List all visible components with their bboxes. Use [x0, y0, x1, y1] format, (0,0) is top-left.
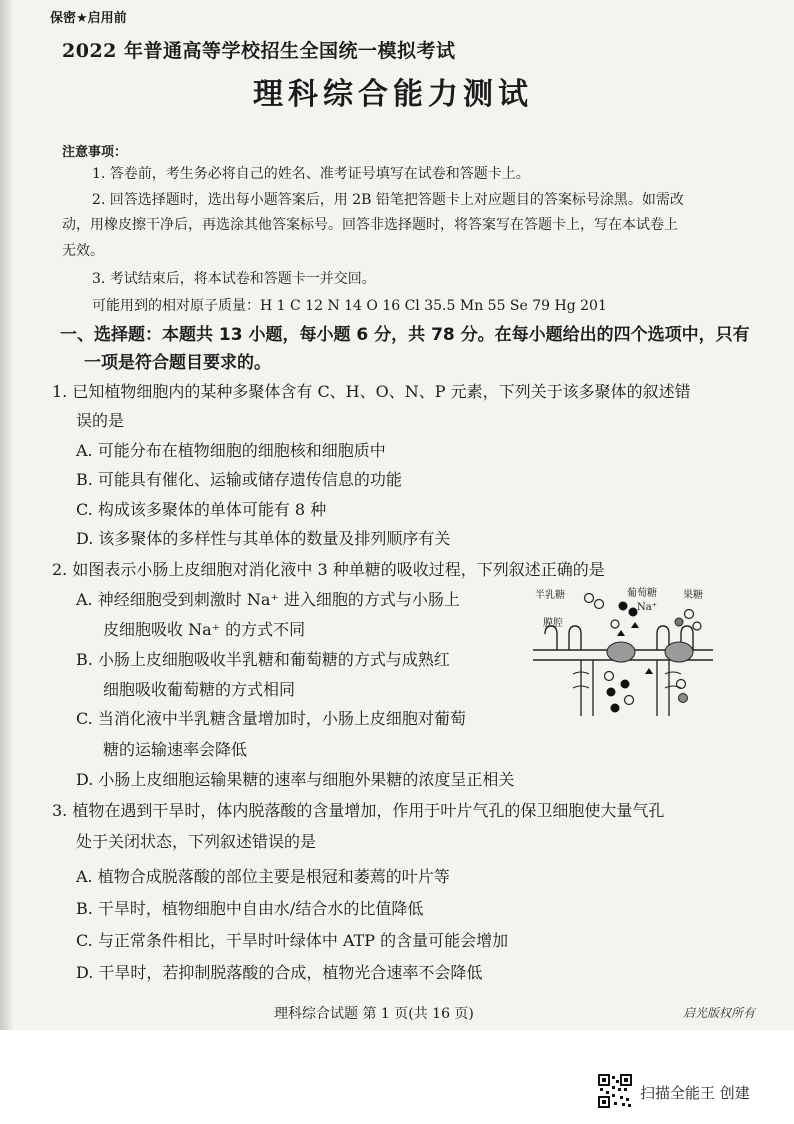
q1-stem-line1: 1. 已知植物细胞内的某种多聚体含有 C、H、O、N、P 元素，下列关于该多聚体的叙述错	[52, 382, 691, 401]
atomic-masses: 可能用到的相对原子质量：H 1 C 12 N 14 O 16 Cl 35.5 Mn 55 Se 79 Hg 201	[92, 298, 607, 314]
notice-title: 注意事项：	[62, 145, 128, 160]
label-galactose: 半乳糖	[535, 590, 565, 601]
scanner-watermark: 扫描全能王 创建	[640, 1084, 750, 1102]
sugar-absorption-figure	[533, 584, 713, 720]
q2-option-c-line2: 糖的运输速率会降低	[103, 740, 248, 759]
notice-item-2-line2: 动，用橡皮擦干净后，再选涂其他答案标号。回答非选择题时，将答案写在答题卡上，写在本试卷上	[62, 217, 678, 233]
q2-option-a-line2: 皮细胞吸收 Na⁺ 的方式不同	[103, 620, 306, 639]
scan-shadow	[0, 0, 14, 1030]
notice-item-2-line1: 2. 回答选择题时，选出每小题答案后，用 2B 铅笔把答题卡上对应题目的答案标号涂黑。如需改	[92, 192, 684, 208]
confidential-mark: 保密★启用前	[50, 11, 127, 26]
q1-option-a: A. 可能分布在植物细胞的细胞核和细胞质中	[76, 441, 386, 460]
label-membrane: 膜腔	[543, 618, 563, 629]
q3-option-d: D. 干旱时，若抑制脱落酸的合成，植物光合速率不会降低	[76, 963, 483, 982]
q1-option-d: D. 该多聚体的多样性与其单体的数量及排列顺序有关	[76, 529, 451, 548]
q2-option-a-line1: A. 神经细胞受到刺激时 Na⁺ 进入细胞的方式与小肠上	[76, 590, 460, 609]
q1-stem-line2: 误的是	[76, 411, 125, 430]
q3-option-b: B. 干旱时，植物细胞中自由水/结合水的比值降低	[76, 899, 424, 918]
q3-stem-line1: 3. 植物在遇到干旱时，体内脱落酸的含量增加，作用于叶片气孔的保卫细胞使大量气孔	[52, 801, 665, 820]
q1-option-b: B. 可能具有催化、运输或储存遗传信息的功能	[76, 470, 402, 489]
notice-item-3: 3. 考试结束后，将本试卷和答题卡一并交回。	[92, 271, 376, 287]
q2-option-b-line1: B. 小肠上皮细胞吸收半乳糖和葡萄糖的方式与成熟红	[76, 650, 450, 669]
q2-stem: 2. 如图表示小肠上皮细胞对消化液中 3 种单糖的吸收过程，下列叙述正确的是	[52, 560, 605, 579]
q2-option-d: D. 小肠上皮细胞运输果糖的速率与细胞外果糖的浓度呈正相关	[76, 770, 515, 789]
q2-option-c-line1: C. 当消化液中半乳糖含量增加时，小肠上皮细胞对葡萄	[76, 709, 466, 728]
copyright-mark: 启光版权所有	[683, 1006, 756, 1020]
label-sodium: Na⁺	[637, 602, 657, 613]
q3-stem-line2: 处于关闭状态，下列叙述错误的是	[76, 832, 317, 851]
page-title: 理科综合能力测试	[253, 77, 533, 112]
qr-code-icon	[598, 1074, 632, 1108]
section-heading: 一、选择题：本题共 13 小题，每小题 6 分，共 78 分。在每小题给出的四个选项中，只有	[60, 325, 750, 345]
section-heading-line2: 一项是符合题目要求的。	[84, 353, 271, 373]
exam-name: 2022 年普通高等学校招生全国统一模拟考试	[62, 40, 456, 62]
notice-item-1: 1. 答卷前，考生务必将自己的姓名、准考证号填写在试卷和答题卡上。	[92, 166, 530, 182]
q3-option-c: C. 与正常条件相比，干旱时叶绿体中 ATP 的含量可能会增加	[76, 931, 509, 950]
page-footer: 理科综合试题 第 1 页(共 16 页)	[274, 1006, 474, 1022]
q3-option-a: A. 植物合成脱落酸的部位主要是根冠和萎蔫的叶片等	[76, 867, 450, 886]
q1-option-c: C. 构成该多聚体的单体可能有 8 种	[76, 500, 327, 519]
intestinal-cell-diagram	[533, 584, 713, 720]
label-fructose: 果糖	[683, 590, 703, 601]
notice-item-2-line3: 无效。	[62, 243, 104, 259]
label-glucose: 葡萄糖	[627, 588, 657, 599]
q2-option-b-line2: 细胞吸收葡萄糖的方式相同	[103, 680, 296, 699]
